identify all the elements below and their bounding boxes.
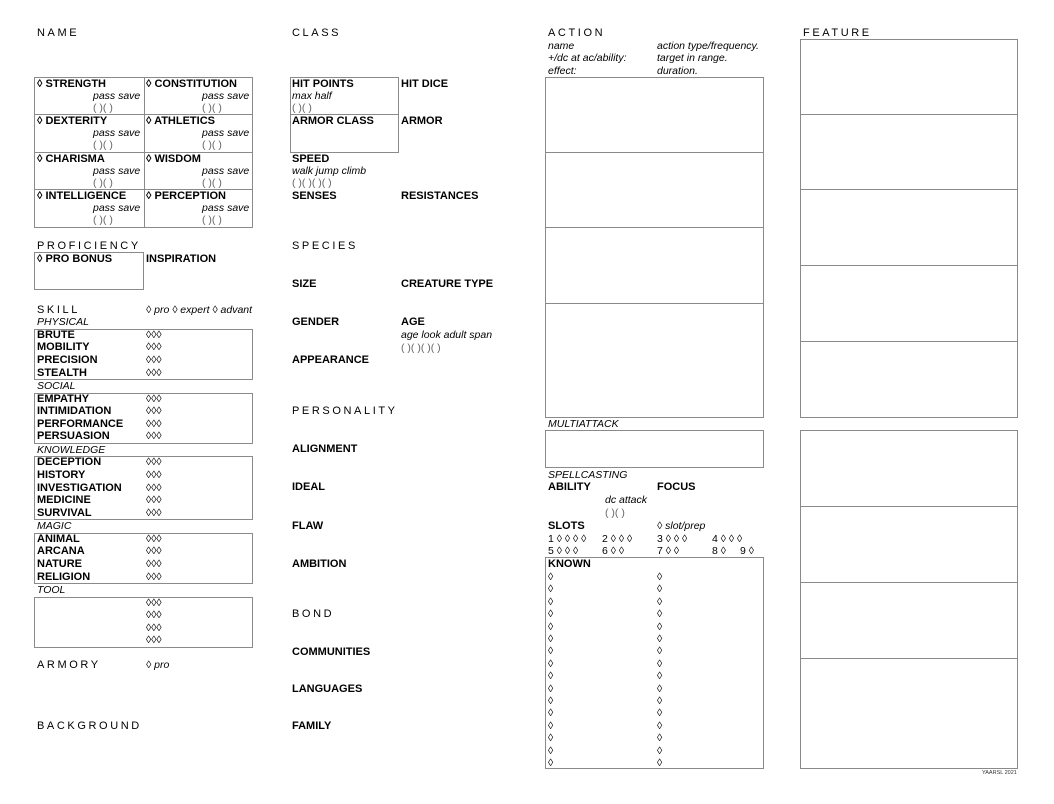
header-bond: BOND — [292, 608, 335, 620]
feature-box-top[interactable] — [800, 39, 1018, 418]
skill-proficiency-marks[interactable]: ◊◊◊ — [146, 405, 162, 418]
slot-level-8[interactable]: 8 ◊ — [712, 545, 726, 557]
feature-box-bottom[interactable] — [800, 430, 1018, 769]
known-spell-slot[interactable]: ◊ — [657, 682, 663, 695]
known-spell-slot[interactable]: ◊ — [548, 732, 554, 745]
skill-proficiency-marks[interactable]: ◊◊◊ — [146, 392, 162, 405]
ability-label: ◊ WISDOM — [146, 153, 201, 165]
action-effect-hint: effect: — [548, 65, 577, 77]
feature-rule — [800, 582, 1018, 583]
skill-proficiency-marks[interactable]: ◊◊◊ — [146, 341, 162, 354]
alignment-label: ALIGNMENT — [292, 443, 358, 455]
ability-label: ◊ CONSTITUTION — [146, 78, 237, 90]
feature-rule — [800, 341, 1018, 342]
known-spell-slot[interactable]: ◊ — [548, 620, 554, 633]
known-spell-slot[interactable]: ◊ — [657, 670, 663, 683]
skill-name: MOBILITY — [37, 341, 90, 354]
ideal-label: IDEAL — [292, 481, 325, 493]
skill-proficiency-marks[interactable]: ◊◊◊ — [146, 506, 162, 519]
skill-name: DECEPTION — [37, 456, 102, 469]
age-label: AGE — [401, 316, 425, 328]
skill-proficiency-marks[interactable]: ◊◊◊ — [146, 456, 162, 469]
languages-label: LANGUAGES — [292, 683, 363, 695]
action-rule — [545, 227, 764, 228]
ambition-label: AMBITION — [292, 558, 347, 570]
known-spell-slot[interactable]: ◊ — [657, 732, 663, 745]
armor-class-label: ARMOR CLASS — [292, 115, 374, 127]
hp-sub-label: max half — [292, 90, 332, 102]
multiattack-label: MULTIATTACK — [548, 418, 619, 430]
known-spell-slot[interactable]: ◊ — [657, 719, 663, 732]
slot-level-5[interactable]: 5 ◊ ◊ ◊ — [548, 545, 579, 557]
skill-proficiency-marks[interactable]: ◊◊◊ — [146, 481, 162, 494]
skill-name: PRECISION — [37, 353, 98, 366]
skill-group-label: MAGIC — [37, 520, 72, 532]
feature-rule — [800, 114, 1018, 115]
skill-group-label: PHYSICAL — [37, 316, 89, 328]
skill-proficiency-marks[interactable]: ◊◊◊ — [146, 609, 162, 622]
ability-sub-label: pass save — [202, 202, 250, 214]
header-name: NAME — [37, 27, 80, 39]
ability-label: ◊ PERCEPTION — [146, 190, 227, 202]
feature-rule — [800, 506, 1018, 507]
resistances-label: RESISTANCES — [401, 190, 479, 202]
known-spells-box[interactable] — [545, 557, 764, 769]
ability-label: ◊ CHARISMA — [37, 153, 105, 165]
skill-proficiency-marks[interactable]: ◊◊◊ — [146, 634, 162, 647]
pro-bonus-label: ◊ PRO BONUS — [37, 253, 113, 265]
feature-rule — [800, 658, 1018, 659]
skill-name: ANIMAL — [37, 532, 80, 545]
ability-sub-label: pass save — [202, 165, 250, 177]
header-background: BACKGROUND — [37, 720, 142, 732]
feature-rule — [800, 189, 1018, 190]
slot-level-1[interactable]: 1 ◊ ◊ ◊ ◊ — [548, 533, 587, 545]
ability-score-paren[interactable]: ( )( ) — [202, 214, 222, 226]
gender-label: GENDER — [292, 316, 340, 328]
hit-points-label: HIT POINTS — [292, 78, 354, 90]
skill-proficiency-marks[interactable]: ◊◊◊ — [146, 430, 162, 443]
skill-group-label: TOOL — [37, 583, 66, 596]
ability-score-paren[interactable]: ( )( ) — [202, 102, 222, 114]
ability-score-paren[interactable]: ( )( ) — [93, 177, 113, 189]
skill-legend: ◊ pro ◊ expert ◊ advant — [146, 304, 253, 316]
skill-name: NATURE — [37, 557, 83, 570]
action-box[interactable] — [545, 77, 764, 418]
known-spell-slot[interactable]: ◊ — [548, 608, 554, 621]
skill-name: EMPATHY — [37, 392, 90, 405]
skill-name: ARCANA — [37, 545, 85, 558]
skill-proficiency-marks[interactable]: ◊◊◊ — [146, 557, 162, 570]
ability-score-paren[interactable]: ( )( ) — [93, 214, 113, 226]
speed-sub-label: walk jump climb — [292, 165, 367, 177]
skill-proficiency-marks[interactable]: ◊◊◊ — [146, 366, 162, 379]
known-spell-slot[interactable]: ◊ — [657, 744, 663, 757]
spell-paren[interactable]: ( )( ) — [605, 507, 625, 519]
skill-proficiency-marks[interactable]: ◊◊◊ — [146, 328, 162, 341]
senses-label: SENSES — [292, 190, 337, 202]
skill-name: INTIMIDATION — [37, 405, 112, 418]
skill-name: RELIGION — [37, 570, 91, 583]
known-spell-slot[interactable]: ◊ — [548, 682, 554, 695]
header-feature: FEATURE — [803, 27, 872, 39]
slot-level-9[interactable]: 9 ◊ — [740, 545, 754, 557]
armor-label: ARMOR — [401, 115, 443, 127]
skill-name: INVESTIGATION — [37, 481, 122, 494]
skill-proficiency-marks[interactable]: ◊◊◊ — [146, 545, 162, 558]
slot-prep-label: ◊ slot/prep — [657, 520, 706, 532]
speed-paren[interactable]: ( )( )( )( ) — [292, 177, 332, 189]
known-spell-slot[interactable]: ◊ — [657, 757, 663, 769]
creature-type-label: CREATURE TYPE — [401, 278, 494, 290]
slots-label: SLOTS — [548, 520, 585, 532]
ability-label: ◊ DEXTERITY — [37, 115, 108, 127]
known-spell-slot[interactable]: ◊ — [657, 657, 663, 670]
known-spell-slot[interactable]: ◊ — [548, 645, 554, 658]
header-class: CLASS — [292, 27, 342, 39]
known-spell-slot[interactable]: ◊ — [548, 657, 554, 670]
skill-name: PERFORMANCE — [37, 417, 124, 430]
known-spell-slot[interactable]: ◊ — [548, 633, 554, 645]
armory-pro-label: ◊ pro — [146, 659, 170, 671]
age-sub-label: age look adult span — [401, 329, 493, 341]
known-spell-slot[interactable]: ◊ — [657, 620, 663, 633]
inspiration-label: INSPIRATION — [146, 253, 217, 265]
communities-label: COMMUNITIES — [292, 646, 371, 658]
known-spell-slot[interactable]: ◊ — [657, 645, 663, 658]
skill-proficiency-marks[interactable]: ◊◊◊ — [146, 596, 162, 609]
ability-label: ◊ ATHLETICS — [146, 115, 215, 127]
known-spell-slot[interactable]: ◊ — [548, 719, 554, 732]
skill-name: SURVIVAL — [37, 506, 92, 519]
ability-score-paren[interactable]: ( )( ) — [93, 139, 113, 151]
hp-paren[interactable]: ( )( ) — [292, 102, 312, 114]
known-spell-slot[interactable]: ◊ — [548, 744, 554, 757]
ability-sub-label: pass save — [93, 202, 141, 214]
known-spell-slot[interactable]: ◊ — [657, 595, 663, 608]
ability-sub-label: pass save — [93, 90, 141, 102]
ability-score-paren[interactable]: ( )( ) — [202, 177, 222, 189]
known-spell-slot[interactable]: ◊ — [548, 571, 554, 583]
header-skill: SKILL — [37, 304, 80, 316]
multiattack-box[interactable] — [545, 430, 764, 468]
action-target-hint: target in range. — [657, 52, 728, 64]
slot-level-6[interactable]: 6 ◊ ◊ — [602, 545, 625, 557]
skill-proficiency-marks[interactable]: ◊◊◊ — [146, 621, 162, 634]
skill-proficiency-marks[interactable]: ◊◊◊ — [146, 468, 162, 481]
ability-sub-label: pass save — [93, 127, 141, 139]
known-spell-slot[interactable]: ◊ — [548, 583, 554, 596]
action-rule — [545, 152, 764, 153]
header-proficiency: PROFICIENCY — [37, 240, 141, 252]
skill-name: STEALTH — [37, 366, 87, 379]
size-label: SIZE — [292, 278, 317, 290]
spellcasting-label: SPELLCASTING — [548, 469, 628, 481]
known-spell-slot[interactable]: ◊ — [657, 695, 663, 707]
action-rule — [545, 303, 764, 304]
skill-proficiency-marks[interactable]: ◊◊◊ — [146, 570, 162, 583]
header-personality: PERSONALITY — [292, 405, 398, 417]
ability-sub-label: pass save — [202, 90, 250, 102]
credit-text: YAARSL 2021 — [982, 770, 1017, 776]
known-spell-slot[interactable]: ◊ — [657, 571, 663, 583]
slot-level-3[interactable]: 3 ◊ ◊ ◊ — [657, 533, 688, 545]
header-action: ACTION — [548, 27, 606, 39]
known-spell-slot[interactable]: ◊ — [657, 608, 663, 621]
slot-level-2[interactable]: 2 ◊ ◊ ◊ — [602, 533, 633, 545]
age-paren[interactable]: ( )( )( )( ) — [401, 342, 441, 354]
known-spell-slot[interactable]: ◊ — [657, 707, 663, 720]
action-name-hint: name — [548, 40, 575, 52]
ability-label: ◊ INTELLIGENCE — [37, 190, 127, 202]
known-spell-slot[interactable]: ◊ — [548, 670, 554, 683]
known-label: KNOWN — [548, 558, 591, 570]
flaw-label: FLAW — [292, 520, 324, 532]
ability-sub-label: pass save — [202, 127, 250, 139]
skill-name: HISTORY — [37, 468, 86, 481]
action-dc-hint: +/dc at ac/ability: — [548, 52, 627, 64]
skill-proficiency-marks[interactable]: ◊◊◊ — [146, 417, 162, 430]
header-species: SPECIES — [292, 240, 358, 252]
ability-label: ◊ STRENGTH — [37, 78, 106, 90]
known-spell-slot[interactable]: ◊ — [548, 757, 554, 769]
skill-proficiency-marks[interactable]: ◊◊◊ — [146, 532, 162, 545]
skill-group-box — [34, 597, 253, 648]
slot-level-7[interactable]: 7 ◊ ◊ — [657, 545, 680, 557]
hit-dice-label: HIT DICE — [401, 78, 449, 90]
known-spell-slot[interactable]: ◊ — [657, 583, 663, 596]
ability-score-paren[interactable]: ( )( ) — [93, 102, 113, 114]
speed-label: SPEED — [292, 153, 330, 165]
spell-dc-attack-label: dc attack — [605, 494, 648, 506]
spell-focus-label: FOCUS — [657, 481, 696, 493]
header-armory: ARMORY — [37, 659, 101, 671]
known-spell-slot[interactable]: ◊ — [657, 633, 663, 645]
ability-score-paren[interactable]: ( )( ) — [202, 139, 222, 151]
skill-group-label: KNOWLEDGE — [37, 443, 106, 456]
skill-name: BRUTE — [37, 328, 75, 341]
ability-sub-label: pass save — [93, 165, 141, 177]
skill-name: PERSUASION — [37, 430, 110, 443]
action-type-hint: action type/frequency. — [657, 40, 759, 52]
known-spell-slot[interactable]: ◊ — [548, 695, 554, 707]
action-duration-hint: duration. — [657, 65, 698, 77]
spell-ability-label: ABILITY — [548, 481, 591, 493]
known-spell-slot[interactable]: ◊ — [548, 707, 554, 720]
feature-rule — [800, 265, 1018, 266]
family-label: FAMILY — [292, 720, 332, 732]
skill-name: MEDICINE — [37, 494, 91, 507]
known-spell-slot[interactable]: ◊ — [548, 595, 554, 608]
skill-proficiency-marks[interactable]: ◊◊◊ — [146, 494, 162, 507]
skill-group-label: SOCIAL — [37, 379, 76, 392]
skill-proficiency-marks[interactable]: ◊◊◊ — [146, 353, 162, 366]
appearance-label: APPEARANCE — [292, 354, 370, 366]
slot-level-4[interactable]: 4 ◊ ◊ ◊ — [712, 533, 743, 545]
